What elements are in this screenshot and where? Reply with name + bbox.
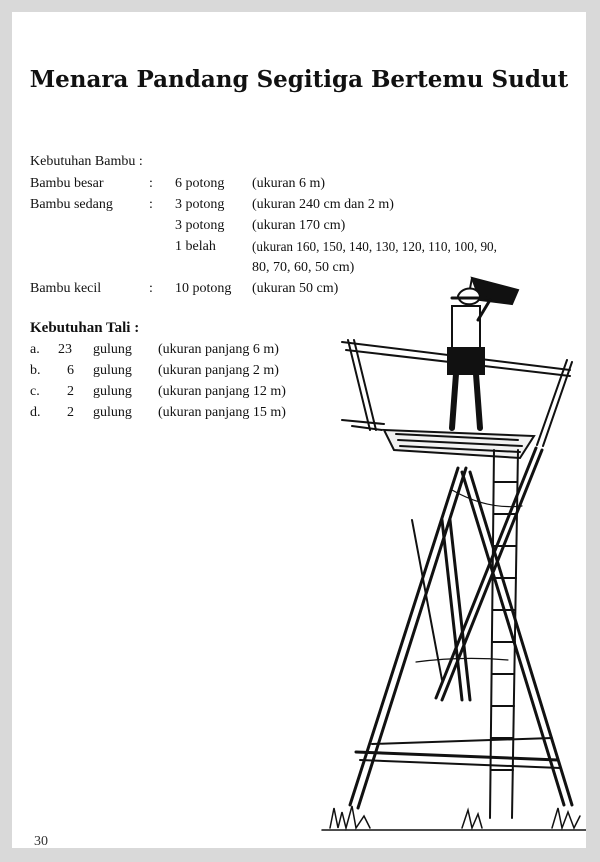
tali-unit: gulung: [93, 363, 132, 378]
page-title: Menara Pandang Segitiga Bertemu Sudut: [29, 66, 569, 93]
bambu-row-size: (ukuran 50 cm): [252, 281, 339, 296]
bambu-row-size: (ukuran 170 cm): [252, 218, 346, 233]
bambu-row-sep: :: [149, 197, 153, 212]
tali-count: 2: [67, 405, 74, 420]
tali-letter: a.: [30, 342, 40, 357]
tali-letter: c.: [30, 384, 40, 399]
bambu-row-qty: 3 potong: [175, 218, 225, 233]
bambu-row-sep: :: [149, 281, 153, 296]
tali-count: 6: [67, 363, 74, 378]
page-number: 30: [34, 834, 48, 848]
bambu-row-size: 80, 70, 60, 50 cm): [252, 260, 355, 275]
tali-unit: gulung: [93, 405, 132, 420]
tali-size: (ukuran panjang 12 m): [158, 384, 286, 399]
tali-unit: gulung: [93, 342, 132, 357]
bambu-row-qty: 3 potong: [175, 197, 225, 212]
tali-unit: gulung: [93, 384, 132, 399]
bambu-row-size: (ukuran 240 cm dan 2 m): [252, 197, 394, 212]
bambu-heading: Kebutuhan Bambu :: [30, 154, 143, 169]
bambu-row-label: Bambu besar: [30, 176, 104, 191]
platform: [342, 420, 534, 458]
rope-and-braces: [356, 490, 560, 768]
tali-count: 2: [67, 384, 74, 399]
grass: [322, 806, 586, 830]
bambu-row-sep: :: [149, 176, 153, 191]
bamboo-tower-illustration: [312, 260, 586, 845]
bambu-row-qty: 6 potong: [175, 176, 225, 191]
bambu-row-size: (ukuran 160, 150, 140, 130, 120, 110, 100, 90,: [252, 239, 497, 254]
tali-letter: b.: [30, 363, 41, 378]
tali-size: (ukuran panjang 6 m): [158, 342, 279, 357]
bambu-row-qty: 10 potong: [175, 281, 232, 296]
bambu-row-label: Bambu kecil: [30, 281, 102, 296]
bambu-row-size: (ukuran 6 m): [252, 176, 326, 191]
scout-figure: [448, 278, 518, 428]
tali-heading: Kebutuhan Tali :: [30, 320, 140, 336]
document-page: [12, 12, 586, 848]
bambu-row-label: Bambu sedang: [30, 197, 113, 212]
bambu-row-qty: 1 belah: [175, 239, 216, 254]
tali-size: (ukuran panjang 2 m): [158, 363, 279, 378]
tali-letter: d.: [30, 405, 41, 420]
tali-size: (ukuran panjang 15 m): [158, 405, 286, 420]
tali-count: 23: [58, 342, 72, 357]
